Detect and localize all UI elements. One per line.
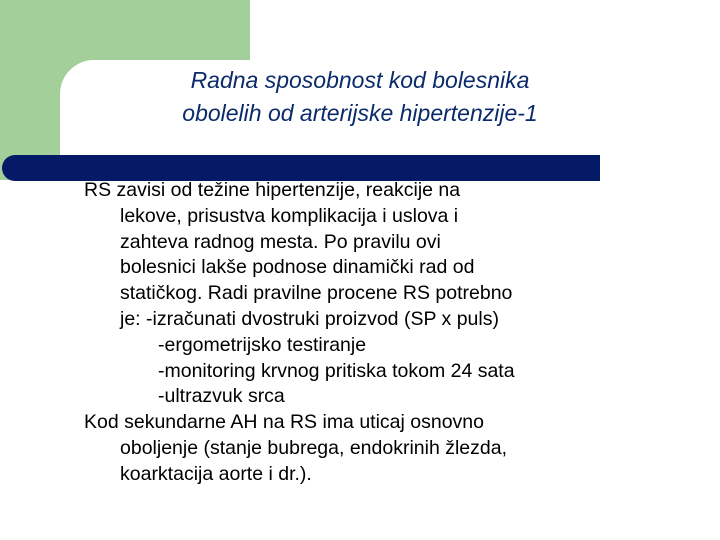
- body-line: RS zavisi od težine hipertenzije, reakcije na: [84, 179, 461, 201]
- body-line: -ultrazvuk srca: [158, 385, 285, 408]
- slide-title: [90, 64, 630, 130]
- title-line-2: obolelih od arterijske hipertenzije-1: [182, 100, 538, 126]
- slide-body: [84, 178, 704, 488]
- body-line: -monitoring krvnog pritiska tokom 24 sata: [158, 359, 515, 382]
- body-line: bolesnici lakše podnose dinamički rad od: [120, 256, 475, 279]
- body-line: koarktacija aorte i dr.).: [120, 462, 312, 485]
- body-line: statičkog. Radi pravilne procene RS potrebno: [120, 282, 513, 305]
- body-line: Kod sekundarne AH na RS ima uticaj osnovno: [84, 411, 484, 434]
- body-line: zahteva radnog mesta. Po pravilu ovi: [120, 230, 441, 253]
- body-line: je: -izračunati dvostruki proizvod (SP x puls): [120, 307, 499, 330]
- title-line-1: Radna sposobnost kod bolesnika: [190, 67, 530, 93]
- body-line: lekove, prisustva komplikacija i uslova i: [120, 204, 459, 227]
- body-line: -ergometrijsko testiranje: [158, 333, 367, 356]
- body-line: oboljenje (stanje bubrega, endokrinih žlezda,: [120, 436, 508, 459]
